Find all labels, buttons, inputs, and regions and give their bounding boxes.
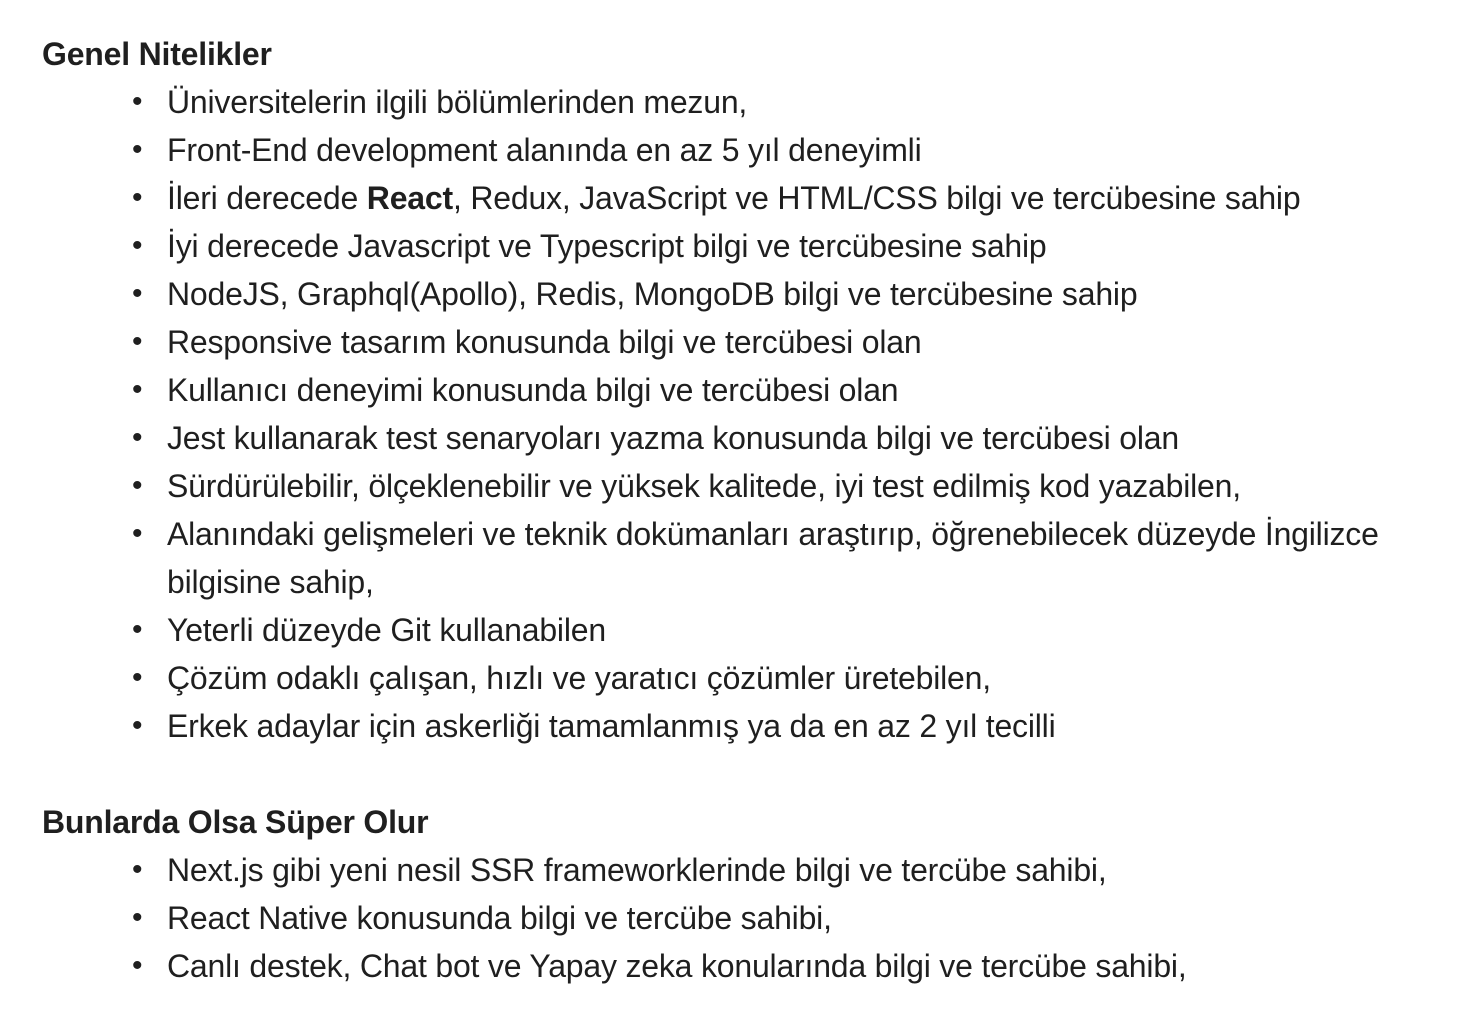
list-item-text: Alanındaki gelişmeleri ve teknik dokümanları araştırıp, öğrenebilecek düzeyde İngilizce bilgisine sahip, xyxy=(167,516,1379,600)
bullet-icon: • xyxy=(132,229,143,262)
list-item-text: NodeJS, Graphql(Apollo), Redis, MongoDB bilgi ve tercübesine sahip xyxy=(167,276,1138,312)
list-item xyxy=(132,462,1447,510)
bullet-icon: • xyxy=(132,325,143,358)
list-item-text-after: , Redux, JavaScript ve HTML/CSS bilgi ve tercübesine sahip xyxy=(452,180,1301,216)
list-item xyxy=(132,846,1447,894)
list-item-text: Erkek adaylar için askerliği tamamlanmış ya da en az 2 yıl tecilli xyxy=(167,708,1056,744)
bullet-icon: • xyxy=(132,901,143,934)
list-item-text: Front-End development alanında en az 5 yıl deneyimli xyxy=(167,132,922,168)
list-item xyxy=(132,366,1447,414)
list-item xyxy=(132,78,1447,126)
list-item xyxy=(132,510,1447,606)
bullet-icon: • xyxy=(132,517,143,550)
bullet-icon: • xyxy=(132,373,143,406)
requirements-list xyxy=(42,78,1478,750)
list-item-text: Yeterli düzeyde Git kullanabilen xyxy=(167,612,606,648)
bullet-icon: • xyxy=(132,853,143,886)
bullet-icon: • xyxy=(132,949,143,982)
list-item-text: Sürdürülebilir, ölçeklenebilir ve yüksek kalitede, iyi test edilmiş kod yazabilen, xyxy=(167,468,1241,504)
list-item-text: Jest kullanarak test senaryoları yazma konusunda bilgi ve tercübesi olan xyxy=(167,420,1179,456)
bullet-icon: • xyxy=(132,469,143,502)
section-heading: Genel Nitelikler xyxy=(42,36,272,72)
list-item xyxy=(132,894,1447,942)
list-item xyxy=(132,942,1447,990)
bullet-icon: • xyxy=(132,709,143,742)
bullet-icon: • xyxy=(132,613,143,646)
section-bunlarda-olsa-super-olur xyxy=(42,798,1478,990)
list-item-text-before: İleri derecede xyxy=(167,180,367,216)
bullet-icon: • xyxy=(132,133,143,166)
list-item-text: Kullanıcı deneyimi konusunda bilgi ve tercübesi olan xyxy=(167,372,899,408)
list-item-text: Canlı destek, Chat bot ve Yapay zeka konularında bilgi ve tercübe sahibi, xyxy=(167,948,1187,984)
bullet-icon: • xyxy=(132,661,143,694)
list-item xyxy=(132,270,1447,318)
list-item-text: Çözüm odaklı çalışan, hızlı ve yaratıcı çözümler üretebilen, xyxy=(167,660,991,696)
section-genel-nitelikler xyxy=(42,30,1478,750)
list-item-text: Üniversitelerin ilgili bölümlerinden mezun, xyxy=(167,84,748,120)
list-item-text: Responsive tasarım konusunda bilgi ve tercübesi olan xyxy=(167,324,922,360)
list-item xyxy=(132,414,1447,462)
list-item xyxy=(132,174,1447,222)
bullet-icon: • xyxy=(132,277,143,310)
section-heading: Bunlarda Olsa Süper Olur xyxy=(42,804,429,840)
list-item xyxy=(132,318,1447,366)
list-item-text: React Native konusunda bilgi ve tercübe sahibi, xyxy=(167,900,832,936)
list-item-text: İyi derecede Javascript ve Typescript bilgi ve tercübesine sahip xyxy=(167,228,1047,264)
list-item-text-bold: React xyxy=(366,180,453,216)
bullet-icon: • xyxy=(132,85,143,118)
list-item xyxy=(132,222,1447,270)
list-item xyxy=(132,126,1447,174)
nice-to-have-list xyxy=(42,846,1478,990)
list-item xyxy=(132,606,1447,654)
list-item xyxy=(132,654,1447,702)
list-item xyxy=(132,702,1447,750)
list-item-text: Next.js gibi yeni nesil SSR frameworklerinde bilgi ve tercübe sahibi, xyxy=(167,852,1107,888)
bullet-icon: • xyxy=(132,181,143,214)
bullet-icon: • xyxy=(132,421,143,454)
